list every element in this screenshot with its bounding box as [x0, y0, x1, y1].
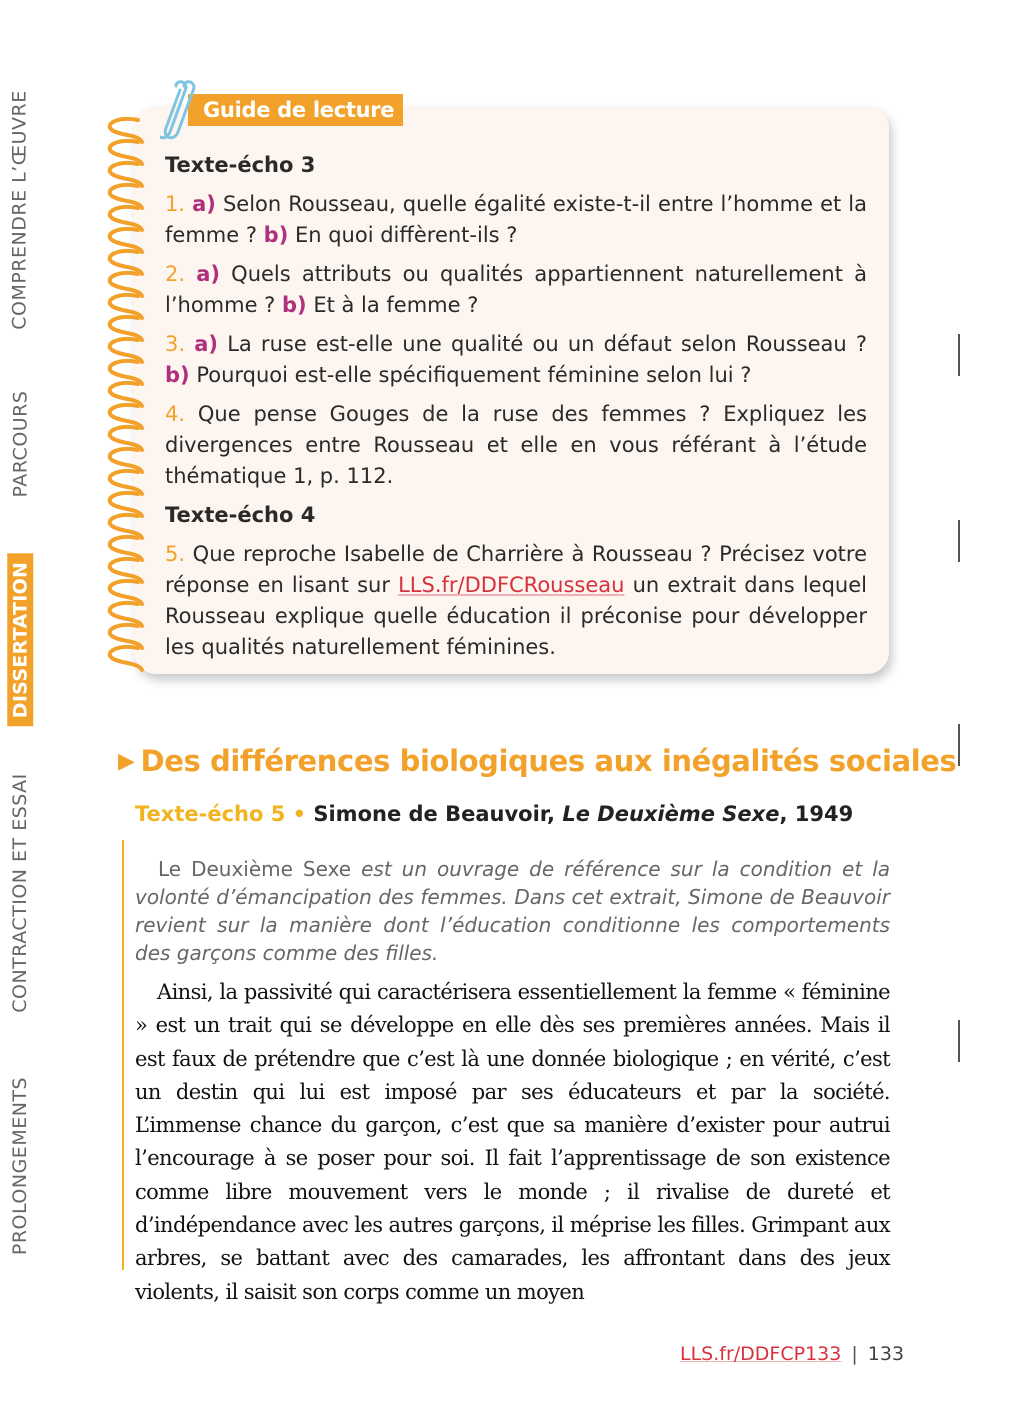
excerpt-rule [122, 840, 124, 1270]
nav-divider [958, 334, 960, 376]
page-footer: LLS.fr/DDFCP133 | 133 [680, 1343, 905, 1365]
excerpt-heading: Texte-écho 5 • Simone de Beauvoir, Le Deuxième Sexe, 1949 [135, 802, 854, 826]
nav-divider [958, 520, 960, 562]
excerpt-introduction: Le Deuxième Sexe est un ouvrage de référence sur la condition et la volonté d’émancipation des femmes. Dans cet extrait, Simone de Beauvoir revient sur la manière dont l’éducation conditionne les comportements des garçons comme des filles. [135, 857, 891, 965]
guide-content [165, 150, 867, 671]
page-link[interactable]: LLS.fr/DDFCP133 [680, 1343, 842, 1365]
question-5: 5. Que reproche Isabelle de Charrière à Rousseau ? Précisez votre réponse en lisant sur LLS.fr/DDFCRousseau un extrait dans lequel Rousseau explique quelle éducation il préconise pour développer les qualités naturellement féminines. [165, 542, 867, 659]
page-number: 133 [867, 1343, 905, 1365]
question-3: 3. a) La ruse est-elle une qualité ou un défaut selon Rousseau ? b) Pourquoi est-elle spécifiquement féminine selon lui ? [165, 332, 867, 387]
question-2: 2. a) Quels attributs ou qualités appartiennent naturellement à l’homme ? b) Et à la femme ? [165, 262, 867, 317]
nav-prolongements[interactable]: PROLONGEMENTS [9, 1076, 32, 1256]
triangle-bullet-icon: ▶ [118, 749, 135, 774]
nav-contraction-essai[interactable]: CONTRACTION ET ESSAI [9, 773, 31, 1013]
section-heading: Texte-écho 4 [165, 503, 316, 527]
nav-parcours[interactable]: PARCOURS [9, 390, 32, 498]
section-title: ▶ Des différences biologiques aux inégalités sociales [118, 744, 957, 778]
nav-dissertation[interactable]: DISSERTATION [0, 560, 40, 720]
section-heading: Texte-écho 3 [165, 153, 316, 177]
excerpt-body: Ainsi, la passivité qui caractérisera essentiellement la femme « féminine » est un trait qui se développe en elle dès ses premières années. Mais il est faux de prétendre que c’est là une donnée biologique ; en vérité, c’est un destin qui lui est imposé par ses éducateurs et par la société. L’immense chance du garçon, c’est que sa manière d’exister pour autrui l’encourage à se poser pour soi. Il fait l’apprentissage de son existence comme libre mouvement vers le monde ; il rivalise de dureté et d’indépendance avec les autres garçons, il méprise les filles. Grimpant aux arbres, se battant avec des camarades, les affrontant dans des jeux violents, il saisit son corps comme un moyen [135, 980, 890, 1304]
question-4: 4. Que pense Gouges de la ruse des femmes ? Expliquez les divergences entre Rousseau et elle en vous référant à l’étude thématique 1, p. 112. [165, 402, 867, 488]
nav-divider [958, 1020, 960, 1062]
nav-divider [958, 724, 960, 766]
spiral-binding-icon [98, 116, 158, 676]
paperclip-icon [160, 80, 196, 142]
question-1: 1. a) Selon Rousseau, quelle égalité existe-t-il entre l’homme et la femme ? b) En quoi diffèrent-ils ? [165, 192, 868, 247]
nav-comprendre-oeuvre[interactable]: COMPRENDRE L’ŒUVRE [9, 90, 31, 330]
rousseau-link[interactable]: LLS.fr/DDFCRousseau [398, 573, 625, 597]
guide-tag: Guide de lecture [188, 94, 403, 126]
